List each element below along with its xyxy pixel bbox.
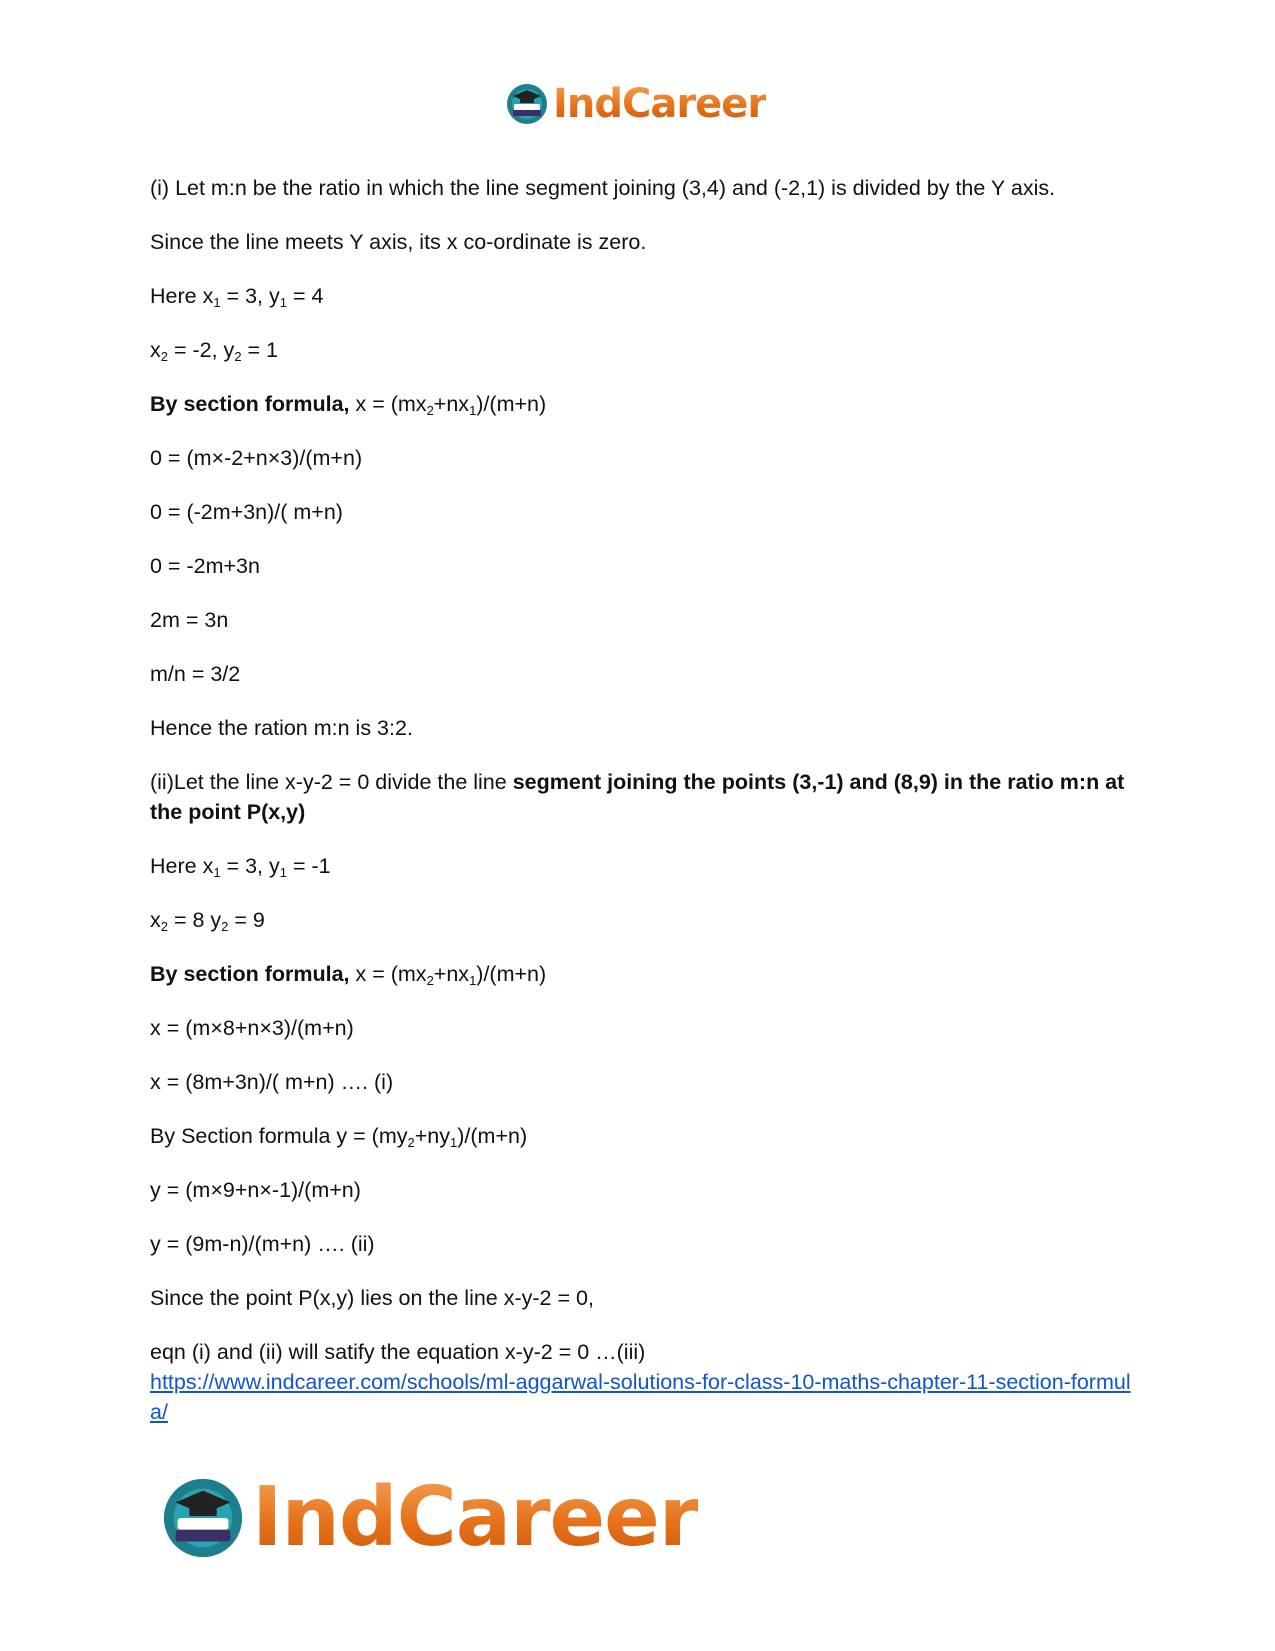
paragraph: Hence the ration m:n is 3:2. bbox=[150, 716, 413, 740]
equation-line: 0 = (m×-2+n×3)/(m+n) bbox=[150, 446, 363, 470]
paragraph: Since the line meets Y axis, its x co-ordinate is zero. bbox=[150, 230, 647, 254]
equation-line: $x_2 = 8$ $y_2 = 9$ bbox=[150, 908, 265, 934]
paragraph bbox=[150, 767, 1135, 827]
equation-line: y = (9m-n)/(m+n) …. (ii) bbox=[150, 1232, 375, 1256]
brand-name: IndCareer bbox=[553, 81, 767, 127]
header-logo bbox=[505, 78, 766, 130]
equation-line: m/n = 3/2 bbox=[150, 662, 241, 686]
bold-label: By section formula, bbox=[150, 962, 350, 986]
brand-name: IndCareer bbox=[252, 1468, 698, 1568]
footer-logo bbox=[160, 1468, 698, 1568]
graduation-cap-book-icon bbox=[505, 82, 549, 126]
paragraph: (i) Let m:n be the ratio in which the line segment joining (3,4) and (-2,1) is divided by the Y axis. bbox=[150, 176, 1056, 200]
equation-line: Here $x_1 = 3$, $y_1 = 4$ bbox=[150, 284, 324, 310]
source-link[interactable]: https://www.indcareer.com/schools/ml-aggarwal-solutions-for-class-10-maths-chapter-11-section-formula/ bbox=[150, 1370, 1131, 1424]
paragraph: Since the point P(x,y) lies on the line x-y-2 = 0, bbox=[150, 1286, 594, 1310]
bold-text: segment joining the points (3,-1) and (8,9) in the ratio m:n at the point P(x,y) bbox=[150, 770, 1125, 824]
equation-line: x = (8m+3n)/( m+n) …. (i) bbox=[150, 1070, 394, 1094]
solution-content bbox=[150, 173, 1135, 1427]
equation-line: By section formula, $x = (mx_2+nx_1)/(m+n)$ bbox=[150, 392, 547, 418]
paragraph: eqn (i) and (ii) will satify the equation x-y-2 = 0 …(iii) bbox=[150, 1340, 646, 1364]
equation-line: Here $x_1 = 3$, $y_1 = -1$ bbox=[150, 854, 331, 880]
equation-line: 0 = (-2m+3n)/( m+n) bbox=[150, 500, 343, 524]
graduation-cap-book-icon bbox=[160, 1475, 246, 1561]
equation-line: y = (m×9+n×-1)/(m+n) bbox=[150, 1178, 361, 1202]
equation-line: x = (m×8+n×3)/(m+n) bbox=[150, 1016, 354, 1040]
equation-line: 2m = 3n bbox=[150, 608, 229, 632]
bold-label: By section formula, bbox=[150, 392, 350, 416]
equation-line: 0 = -2m+3n bbox=[150, 554, 260, 578]
text-span: (ii)Let the line x-y-2 = 0 divide the line bbox=[150, 770, 513, 794]
equation-line: By Section formula $y = (my_2+ny_1)/(m+n)$ bbox=[150, 1124, 528, 1150]
equation-line: By section formula, $x = (mx_2+nx_1)/(m+n)$ bbox=[150, 962, 547, 988]
equation-line: $x_2 = -2$, $y_2 = 1$ bbox=[150, 338, 279, 364]
